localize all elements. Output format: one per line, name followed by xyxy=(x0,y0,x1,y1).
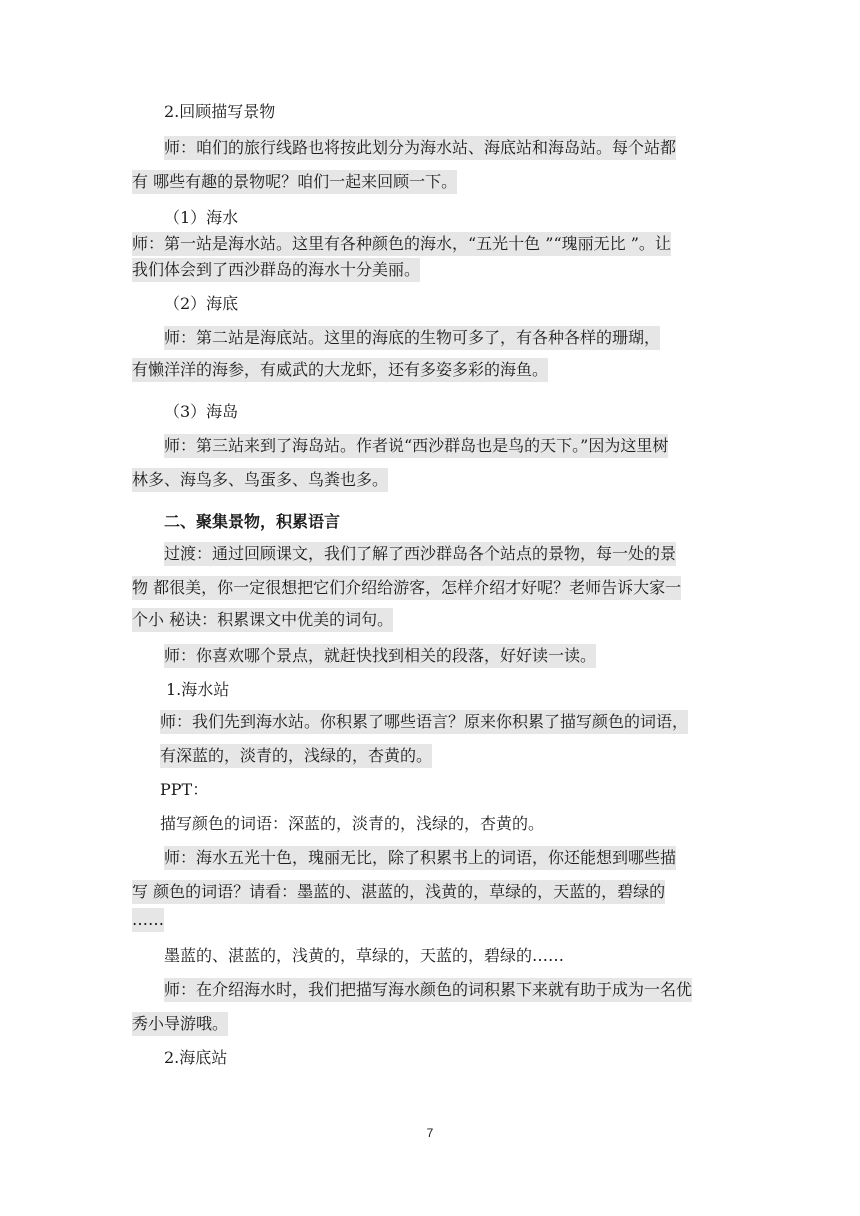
paragraph-line: 物 都很美，你一定很想把它们介绍给游客，怎样介绍才好呢？老师告诉大家一 xyxy=(132,576,681,600)
section-heading-focus: 二、聚集景物，积累语言 xyxy=(164,512,341,531)
color-words-line: 墨蓝的、湛蓝的，浅黄的，草绿的，天蓝的，碧绿的…… xyxy=(164,946,565,965)
paragraph-line: 有 哪些有趣的景物呢？咱们一起来回顾一下。 xyxy=(132,170,457,194)
paragraph-line: 师：海水五光十色，瑰丽无比，除了积累书上的词语，你还能想到哪些描 xyxy=(164,846,676,870)
paragraph-line: 师：第三站来到了海岛站。作者说“西沙群岛也是鸟的天下。”因为这里树 xyxy=(164,434,668,458)
subheading-seabed: （2）海底 xyxy=(164,294,239,313)
paragraph-line: 师：你喜欢哪个景点，就赶快找到相关的段落，好好读一读。 xyxy=(164,644,596,668)
paragraph-line: 师：第一站是海水站。这里有各种颜色的海水，“五光十色 ”“瑰丽无比 ”。让 xyxy=(132,232,671,256)
ppt-label: PPT： xyxy=(160,780,209,799)
paragraph-line: 有深蓝的，淡青的，浅绿的，杏黄的。 xyxy=(160,744,432,768)
paragraph-line: 师：在介绍海水时，我们把描写海水颜色的词积累下来就有助于成为一名优 xyxy=(164,978,692,1002)
paragraph-line: …… xyxy=(132,908,164,932)
subheading-sea-water: （1）海水 xyxy=(164,208,239,227)
page-number: 7 xyxy=(426,1126,434,1140)
paragraph-line: 师：咱们的旅行线路也将按此划分为海水站、海底站和海岛站。每个站都 xyxy=(164,136,676,160)
paragraph-line: 有懒洋洋的海参，有威武的大龙虾，还有多姿多彩的海鱼。 xyxy=(132,358,548,382)
paragraph-line: 秀小导游哦。 xyxy=(132,1012,228,1036)
section-heading-review: 2.回顾描写景物 xyxy=(164,102,276,121)
paragraph-line: 个小 秘诀：积累课文中优美的词句。 xyxy=(132,608,393,632)
paragraph-line: 师：第二站是海底站。这里的海底的生物可多了，有各种各样的珊瑚， xyxy=(164,326,660,350)
paragraph-line: 过渡：通过回顾课文，我们了解了西沙群岛各个站点的景物，每一处的景 xyxy=(164,542,676,566)
paragraph-line: 师：我们先到海水站。你积累了哪些语言？原来你积累了描写颜色的词语， xyxy=(160,710,688,734)
subheading-seabed-station: 2.海底站 xyxy=(164,1048,228,1067)
subheading-sea-water-station: 1.海水站 xyxy=(166,680,230,699)
paragraph-line: 林多、海鸟多、鸟蛋多、鸟粪也多。 xyxy=(132,468,388,492)
ppt-content: 描写颜色的词语：深蓝的，淡青的，浅绿的，杏黄的。 xyxy=(160,814,545,833)
subheading-island: （3）海岛 xyxy=(164,402,239,421)
paragraph-line: 我们体会到了西沙群岛的海水十分美丽。 xyxy=(132,258,420,282)
paragraph-line: 写 颜色的词语？请看：墨蓝的、湛蓝的，浅黄的，草绿的，天蓝的，碧绿的 xyxy=(132,880,665,904)
